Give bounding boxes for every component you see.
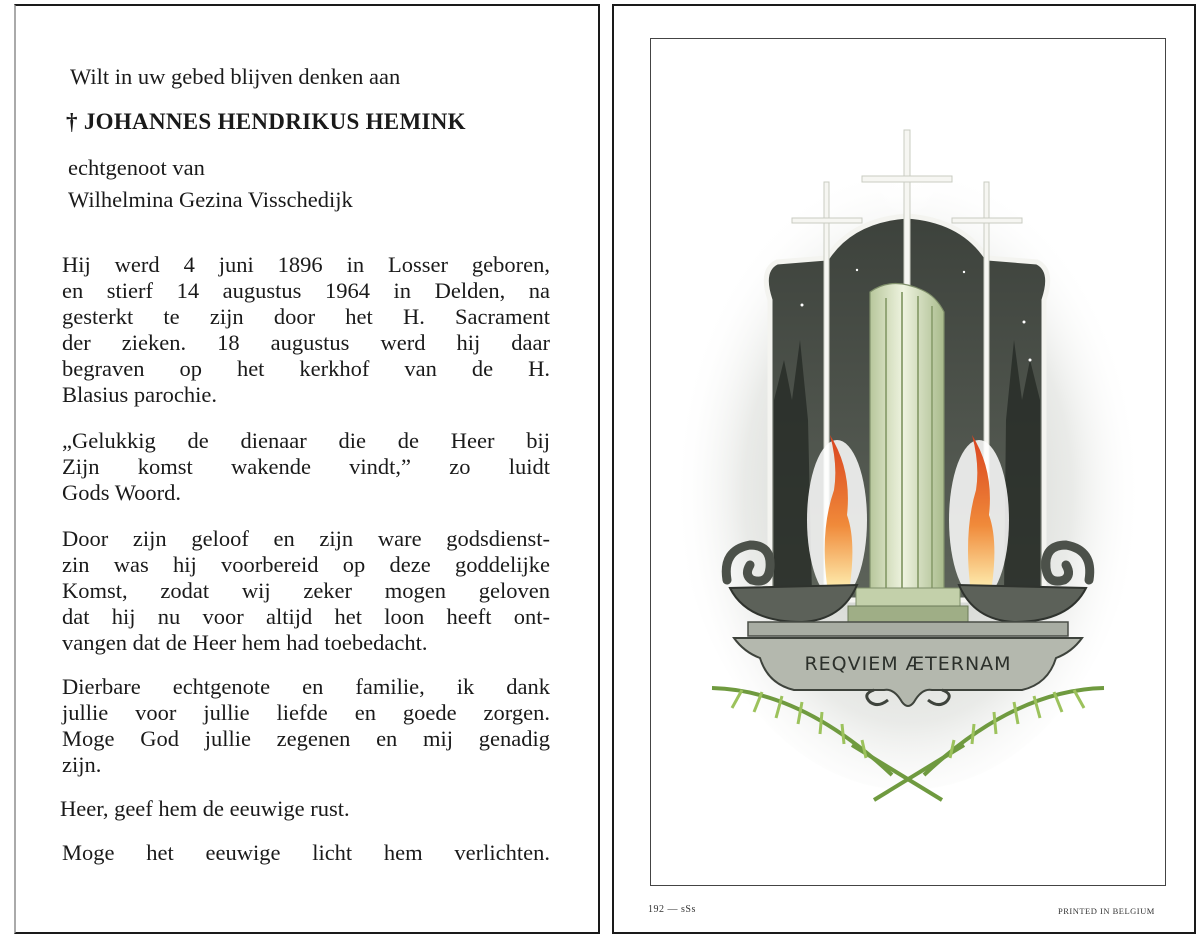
text-line: Moge God jullie zegenen en mij genadig <box>62 726 550 751</box>
altar-ledge <box>748 622 1068 636</box>
text-line: „Gelukkig de dienaar die de Heer bij <box>62 428 550 453</box>
text-line: vangen dat de Heer hem had toebedacht. <box>62 630 428 655</box>
text-line: gesterkt te zijn door het H. Sacrament <box>62 304 550 329</box>
text-line: zijn. <box>62 752 102 777</box>
intro-line: Wilt in uw gebed blijven denken aan <box>70 64 401 89</box>
deceased-name: JOHANNES HENDRIKUS HEMINK <box>83 109 466 134</box>
text-line: Dierbare echtgenote en familie, ik dank <box>62 674 550 699</box>
printer-note: PRINTED IN BELGIUM <box>1058 906 1155 916</box>
deceased-name-line <box>66 109 466 135</box>
cross-icon: † <box>66 109 78 134</box>
prayer-light: Moge het eeuwige licht hem verlichten. <box>62 840 550 865</box>
text-line: jullie voor jullie liefde en goede zorgen. <box>62 700 550 725</box>
text-line: Komst, zodat wij zeker mogen geloven <box>62 578 550 603</box>
text-line: Zijn komst wakende vindt,” zo luidt <box>62 454 550 479</box>
altar-illustration <box>652 40 1164 884</box>
text-line: Door zijn geloof en zijn ware godsdienst- <box>62 526 550 551</box>
text-line: der zieken. 18 augustus werd hij daar <box>62 330 550 355</box>
print-code: 192 — sSs <box>648 904 696 915</box>
text-line: zin was hij voorbereid op deze goddelijke <box>62 552 550 577</box>
text-line: Gods Woord. <box>62 480 182 505</box>
banner-text: REQVIEM ÆTERNAM <box>804 653 1012 675</box>
text-line: begraven op het kerkhof van de H. <box>62 356 550 381</box>
text-line: Blasius parochie. <box>62 382 217 407</box>
spouse-name: Wilhelmina Gezina Visschedijk <box>68 187 353 212</box>
text-line: en stierf 14 augustus 1964 in Delden, na <box>62 278 550 303</box>
prayer-rest: Heer, geef hem de eeuwige rust. <box>60 796 350 821</box>
text-line: Hij werd 4 juni 1896 in Losser geboren, <box>62 252 550 277</box>
spouse-intro: echtgenoot van <box>68 155 205 180</box>
text-line: dat hij nu voor altijd het loon heeft ont- <box>62 604 550 629</box>
